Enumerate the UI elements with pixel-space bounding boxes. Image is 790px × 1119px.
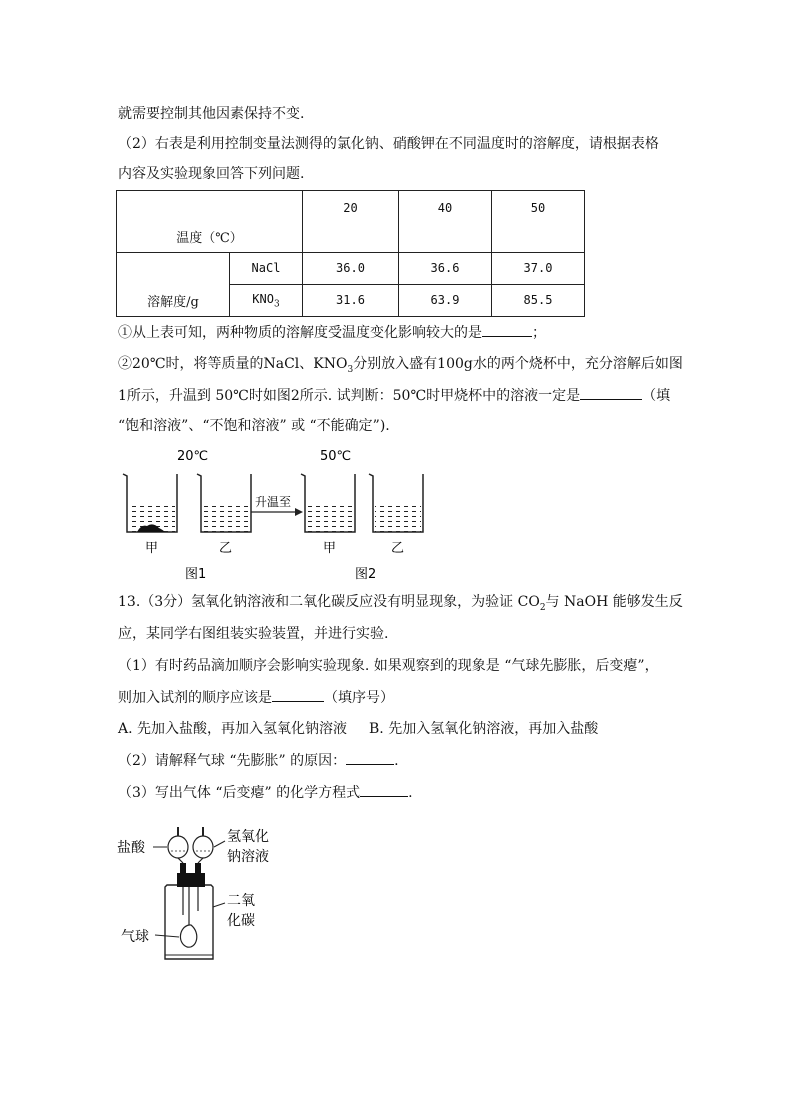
option-b: B. 先加入氢氧化钠溶液，再加入盐酸 xyxy=(369,721,599,737)
arrow-head xyxy=(295,508,303,516)
arrow-label: 升温至 xyxy=(255,495,292,509)
beaker-jia-50 xyxy=(301,474,355,532)
question-line: “饱和溶液”、“不饱和溶液” 或 “不能确定”). xyxy=(118,418,390,434)
label-balloon: 气球 xyxy=(121,929,149,945)
temp-label-50: 50℃ xyxy=(320,449,352,464)
question-line: （2）请解释气球 “先膨胀” 的原因： . xyxy=(118,750,399,771)
answer-blank[interactable] xyxy=(272,687,324,702)
answer-blank[interactable] xyxy=(580,385,642,400)
rubber-stopper xyxy=(177,873,205,887)
beaker-label: 乙 xyxy=(219,541,233,556)
beaker-label: 甲 xyxy=(323,541,337,556)
label-co2-line2: 化碳 xyxy=(227,913,255,929)
table-value-cell: 36.6 xyxy=(399,253,492,285)
beaker-jia-20 xyxy=(123,474,177,532)
options-line xyxy=(118,719,598,739)
question-line: （3）写出气体 “后变瘪” 的化学方程式 . xyxy=(118,782,413,803)
table-header-temperature: 温度（℃） xyxy=(117,191,303,253)
apparatus-figure xyxy=(115,815,315,965)
separatory-funnel-left xyxy=(168,827,188,863)
table-value-cell: 63.9 xyxy=(399,285,492,317)
table-temp-cell: 20 xyxy=(303,191,399,253)
question-line: ②20℃时，将等质量的NaCl、$KNO_3$分别放入盛有100g水的两个烧杯中，充分溶解后如图 xyxy=(118,356,683,375)
beaker-yi-20 xyxy=(197,474,251,532)
table-row-group-label: 溶解度/g xyxy=(117,253,230,317)
option-a: A. 先加入盐酸，再加入氢氧化钠溶液 xyxy=(118,721,348,737)
label-naoh-line2: 钠溶液 xyxy=(227,849,269,865)
answer-blank[interactable] xyxy=(482,322,532,337)
table-value-cell: 85.5 xyxy=(492,285,585,317)
paragraph-line: 内容及实验现象回答下列问题. xyxy=(118,166,305,182)
question-line: 1所示，升温到 50℃时如图2所示. 试判断：50℃时甲烧杯中的溶液一定是 （填 xyxy=(118,385,670,406)
table-value-cell: 37.0 xyxy=(492,253,585,285)
question-line: ①从上表可知，两种物质的溶解度受温度变化影响较大的是 ； xyxy=(118,322,546,343)
balloon-icon xyxy=(180,925,196,947)
question-line: 应，某同学右图组装实验装置，并进行实验. xyxy=(118,626,389,642)
beaker-label: 甲 xyxy=(145,541,159,556)
beaker-figures xyxy=(115,444,425,584)
separatory-funnel-right xyxy=(193,827,213,863)
question-line: 13.（3分）氢氧化钠溶液和二氧化碳反应没有明显现象，为验证 $CO_2$与 NaOH 能够发生反 xyxy=(118,594,683,613)
answer-blank[interactable] xyxy=(346,750,394,765)
label-hydrochloric-acid: 盐酸 xyxy=(117,840,145,856)
answer-blank[interactable] xyxy=(360,782,408,797)
figure-caption-1: 图1 xyxy=(185,567,207,582)
solubility-table xyxy=(116,190,585,317)
paragraph-line: 就需要控制其他因素保持不变. xyxy=(118,106,305,122)
paragraph-line: （2）右表是利用控制变量法测得的氯化钠、硝酸钾在不同温度时的溶解度，请根据表格 xyxy=(118,136,659,152)
table-substance-cell: NaCl xyxy=(230,253,303,285)
table-substance-cell: $KNO_3$ xyxy=(230,285,303,317)
table-temp-cell: 40 xyxy=(399,191,492,253)
table-value-cell: 36.0 xyxy=(303,253,399,285)
question-line: 则加入试剂的顺序应该是 （填序号） xyxy=(118,687,394,708)
beaker-label: 乙 xyxy=(391,541,405,556)
label-naoh-line1: 氢氧化 xyxy=(227,829,269,845)
label-co2-line1: 二氧 xyxy=(227,893,255,909)
beaker-yi-50 xyxy=(369,474,423,532)
figure-caption-2: 图2 xyxy=(355,567,377,582)
question-line: （1）有时药品滴加顺序会影响实验现象. 如果观察到的现象是 “气球先膨胀，后变瘪”， xyxy=(118,658,659,674)
table-temp-cell: 50 xyxy=(492,191,585,253)
table-value-cell: 31.6 xyxy=(303,285,399,317)
temp-label-20: 20℃ xyxy=(177,449,209,464)
